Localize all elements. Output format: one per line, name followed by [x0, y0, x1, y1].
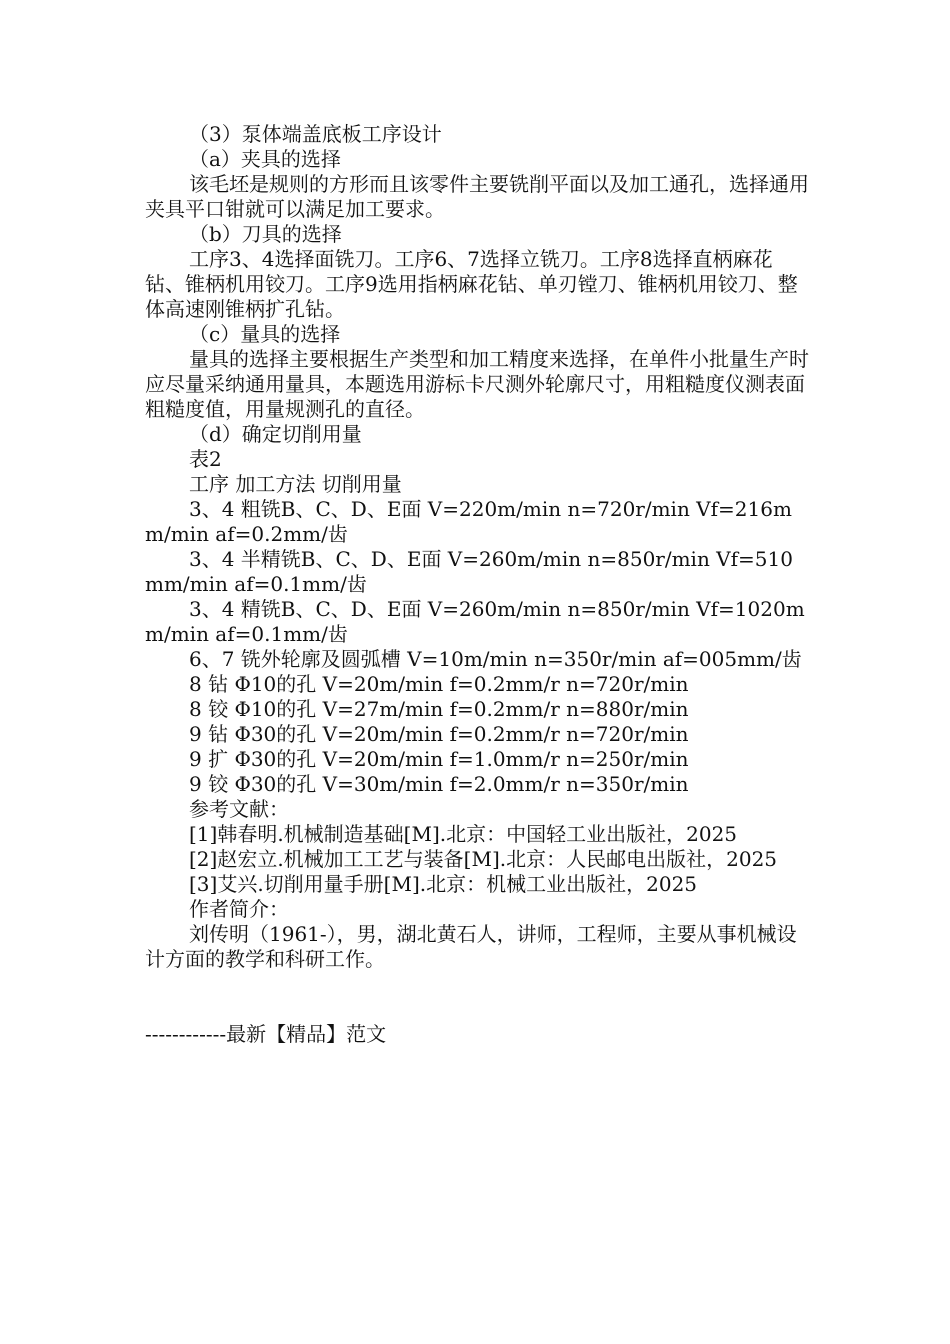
table-row: 8 钻 Φ10的孔 V=20m/min f=0.2mm/r n=720r/min [189, 672, 689, 696]
table-row: 3、4 半精铣B、C、D、E面 V=260m/min n=850r/min Vf=510mm/min af=0.1mm/齿 [145, 547, 793, 596]
table-row: 3、4 精铣B、C、D、E面 V=260m/min n=850r/min Vf=1020mm/min af=0.1mm/齿 [145, 597, 805, 646]
author-heading: 作者简介： [189, 897, 289, 921]
table-row: 8 铰 Φ10的孔 V=27m/min f=0.2mm/r n=880r/min [189, 697, 689, 721]
reference-item: [2]赵宏立.机械加工工艺与装备[M].北京：人民邮电出版社，2025 [189, 847, 778, 871]
subsection-heading: （b）刀具的选择 [189, 222, 342, 246]
document-body [145, 122, 810, 1047]
table-row: 9 铰 Φ30的孔 V=30m/min f=2.0mm/r n=350r/min [189, 772, 689, 796]
body-paragraph: 该毛坯是规则的方形而且该零件主要铣削平面以及加工通孔，选择通用夹具平口钳就可以满足加工要求。 [145, 172, 809, 221]
table-header-row: 工序 加工方法 切削用量 [189, 472, 402, 496]
subsection-heading: （c）量具的选择 [189, 322, 341, 346]
table-row: 3、4 粗铣B、C、D、E面 V=220m/min n=720r/min Vf=216mm/min af=0.2mm/齿 [145, 497, 792, 546]
reference-item: [3]艾兴.切削用量手册[M].北京：机械工业出版社，2025 [189, 872, 698, 896]
reference-item: [1]韩春明.机械制造基础[M].北京：中国轻工业出版社，2025 [189, 822, 738, 846]
author-bio: 刘传明（1961-），男，湖北黄石人，讲师，工程师，主要从事机械设计方面的教学和科研工作。 [145, 922, 797, 971]
body-paragraph: 工序3、4选择面铣刀。工序6、7选择立铣刀。工序8选择直柄麻花钻、锥柄机用铰刀。工序9选用指柄麻花钻、单刃镗刀、锥柄机用铰刀、整体高速刚锥柄扩孔钻。 [145, 247, 798, 321]
table-row: 6、7 铣外轮廓及圆弧槽 V=10m/min n=350r/min af=005mm/齿 [189, 647, 802, 671]
footer-banner: ------------最新【精品】范文 [145, 1022, 387, 1046]
references-heading: 参考文献： [189, 797, 289, 821]
subsection-heading: （d）确定切削用量 [189, 422, 362, 446]
body-paragraph: 量具的选择主要根据生产类型和加工精度来选择，在单件小批量生产时应尽量采纳通用量具，本题选用游标卡尺测外轮廓尺寸，用粗糙度仪测表面粗糙度值，用量规测孔的直径。 [145, 347, 809, 421]
table-row: 9 钻 Φ30的孔 V=20m/min f=0.2mm/r n=720r/min [189, 722, 689, 746]
subsection-heading: （a）夹具的选择 [189, 147, 341, 171]
table-row: 9 扩 Φ30的孔 V=20m/min f=1.0mm/r n=250r/min [189, 747, 689, 771]
table-caption: 表2 [189, 447, 222, 471]
section-heading: （3）泵体端盖底板工序设计 [189, 122, 442, 146]
spacer [145, 972, 810, 1022]
